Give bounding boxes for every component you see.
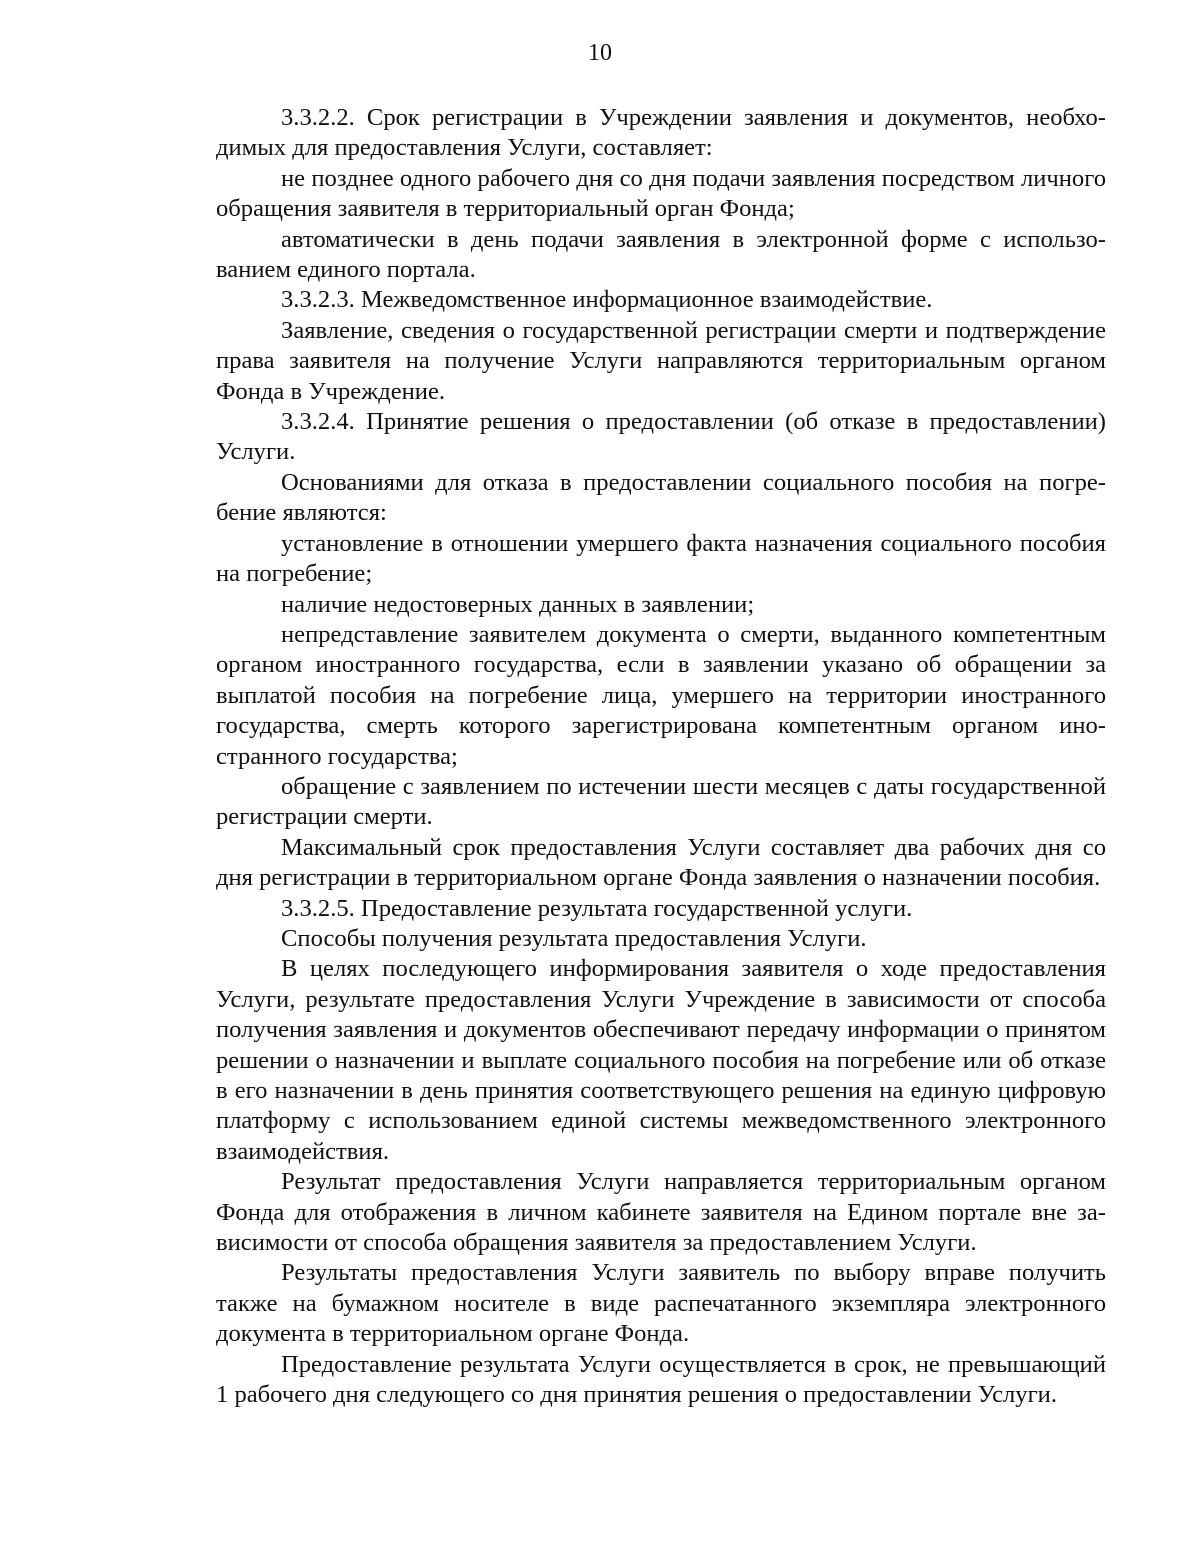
paragraph-max-term: Максимальный срок предоставления Услуги составляет два рабочих дня со дня регистрации в территориальном органе Фонда заявления о назначении пособия. bbox=[216, 833, 1106, 892]
paragraph-in-person-deadline: не позднее одного рабочего дня со дня подачи заявления посредством личного обращения заявителя в территориальный орган Фонда; bbox=[216, 164, 1106, 223]
paragraph-result-methods: Способы получения результата предоставления Услуги. bbox=[281, 924, 867, 952]
paragraph-result-portal: Результат предоставления Услуги направляется территориальным органом Фонда для отображения в личном кабинете заявителя на Едином портале вне зависимости от способа обращения заявителя за предоставлением Услуги. bbox=[216, 1168, 1106, 1257]
paragraph-3-3-2-5: 3.3.2.5. Предоставление результата государственной услуги. bbox=[281, 894, 913, 922]
paragraph-interagency-transfer: Заявление, сведения о государственной регистрации смерти и подтверждение права заявителя на получение Услуги направляются территориальным органом Фонда в Учреждение. bbox=[216, 316, 1106, 405]
paragraph-refusal-six-months: обращение с заявлением по истечении шести месяцев с даты государственной регистрации смерти. bbox=[216, 772, 1106, 831]
document-body bbox=[216, 103, 1106, 1410]
paragraph-electronic-deadline: автоматически в день подачи заявления в электронной форме с использованием единого портала. bbox=[216, 225, 1106, 284]
paragraph-3-3-2-2: 3.3.2.2. Срок регистрации в Учреждении заявления и документов, необходимых для предоставления Услуги, составляет: bbox=[216, 104, 1106, 162]
paragraph-result-paper: Результаты предоставления Услуги заявитель по выбору вправе получить также на бумажном носителе в виде распечатанного экземпляра электронного документа в территориальном органе Фонда. bbox=[216, 1259, 1106, 1348]
paragraph-refusal-false-data: наличие недостоверных данных в заявлении; bbox=[281, 590, 755, 618]
paragraph-refusal-already-assigned: установление в отношении умершего факта назначения социального пособия на погребение; bbox=[216, 529, 1106, 588]
paragraph-refusal-foreign-document: непредставление заявителем документа о смерти, выданного компетентным органом иностранного государства, если в заявлении указано об обращении за выплатой пособия на погребение лица, умершего на территории иностранного государства, смерть которого зарегистрирована компетентным органом иностранного государства; bbox=[216, 620, 1106, 770]
paragraph-3-3-2-4: 3.3.2.4. Принятие решения о предоставлении (об отказе в предоставлении) Услуги. bbox=[216, 408, 1106, 466]
paragraph-informing: В целях последующего информирования заявителя о ходе предоставления Услуги, результате предоставления Услуги Учреждение в зависимости от способа получения заявления и документов обеспечивают передачу информации о принятом решении о назначении и выплате социального пособия на погребение или об отказе в его назначении в день принятия соответствующего решения на единую цифровую платформу с использованием единой системы межведомственного электронного взаимодействия. bbox=[216, 955, 1106, 1165]
paragraph-result-term: Предоставление результата Услуги осуществляется в срок, не превышающий 1 рабочего дня следующего со дня принятия решения о предоставлении Услуги. bbox=[216, 1350, 1106, 1409]
paragraph-refusal-grounds: Основаниями для отказа в предоставлении социального пособия на погребение являются: bbox=[216, 468, 1106, 527]
page-number: 10 bbox=[588, 40, 612, 66]
paragraph-3-3-2-3: 3.3.2.3. Межведомственное информационное взаимодействие. bbox=[281, 286, 933, 314]
